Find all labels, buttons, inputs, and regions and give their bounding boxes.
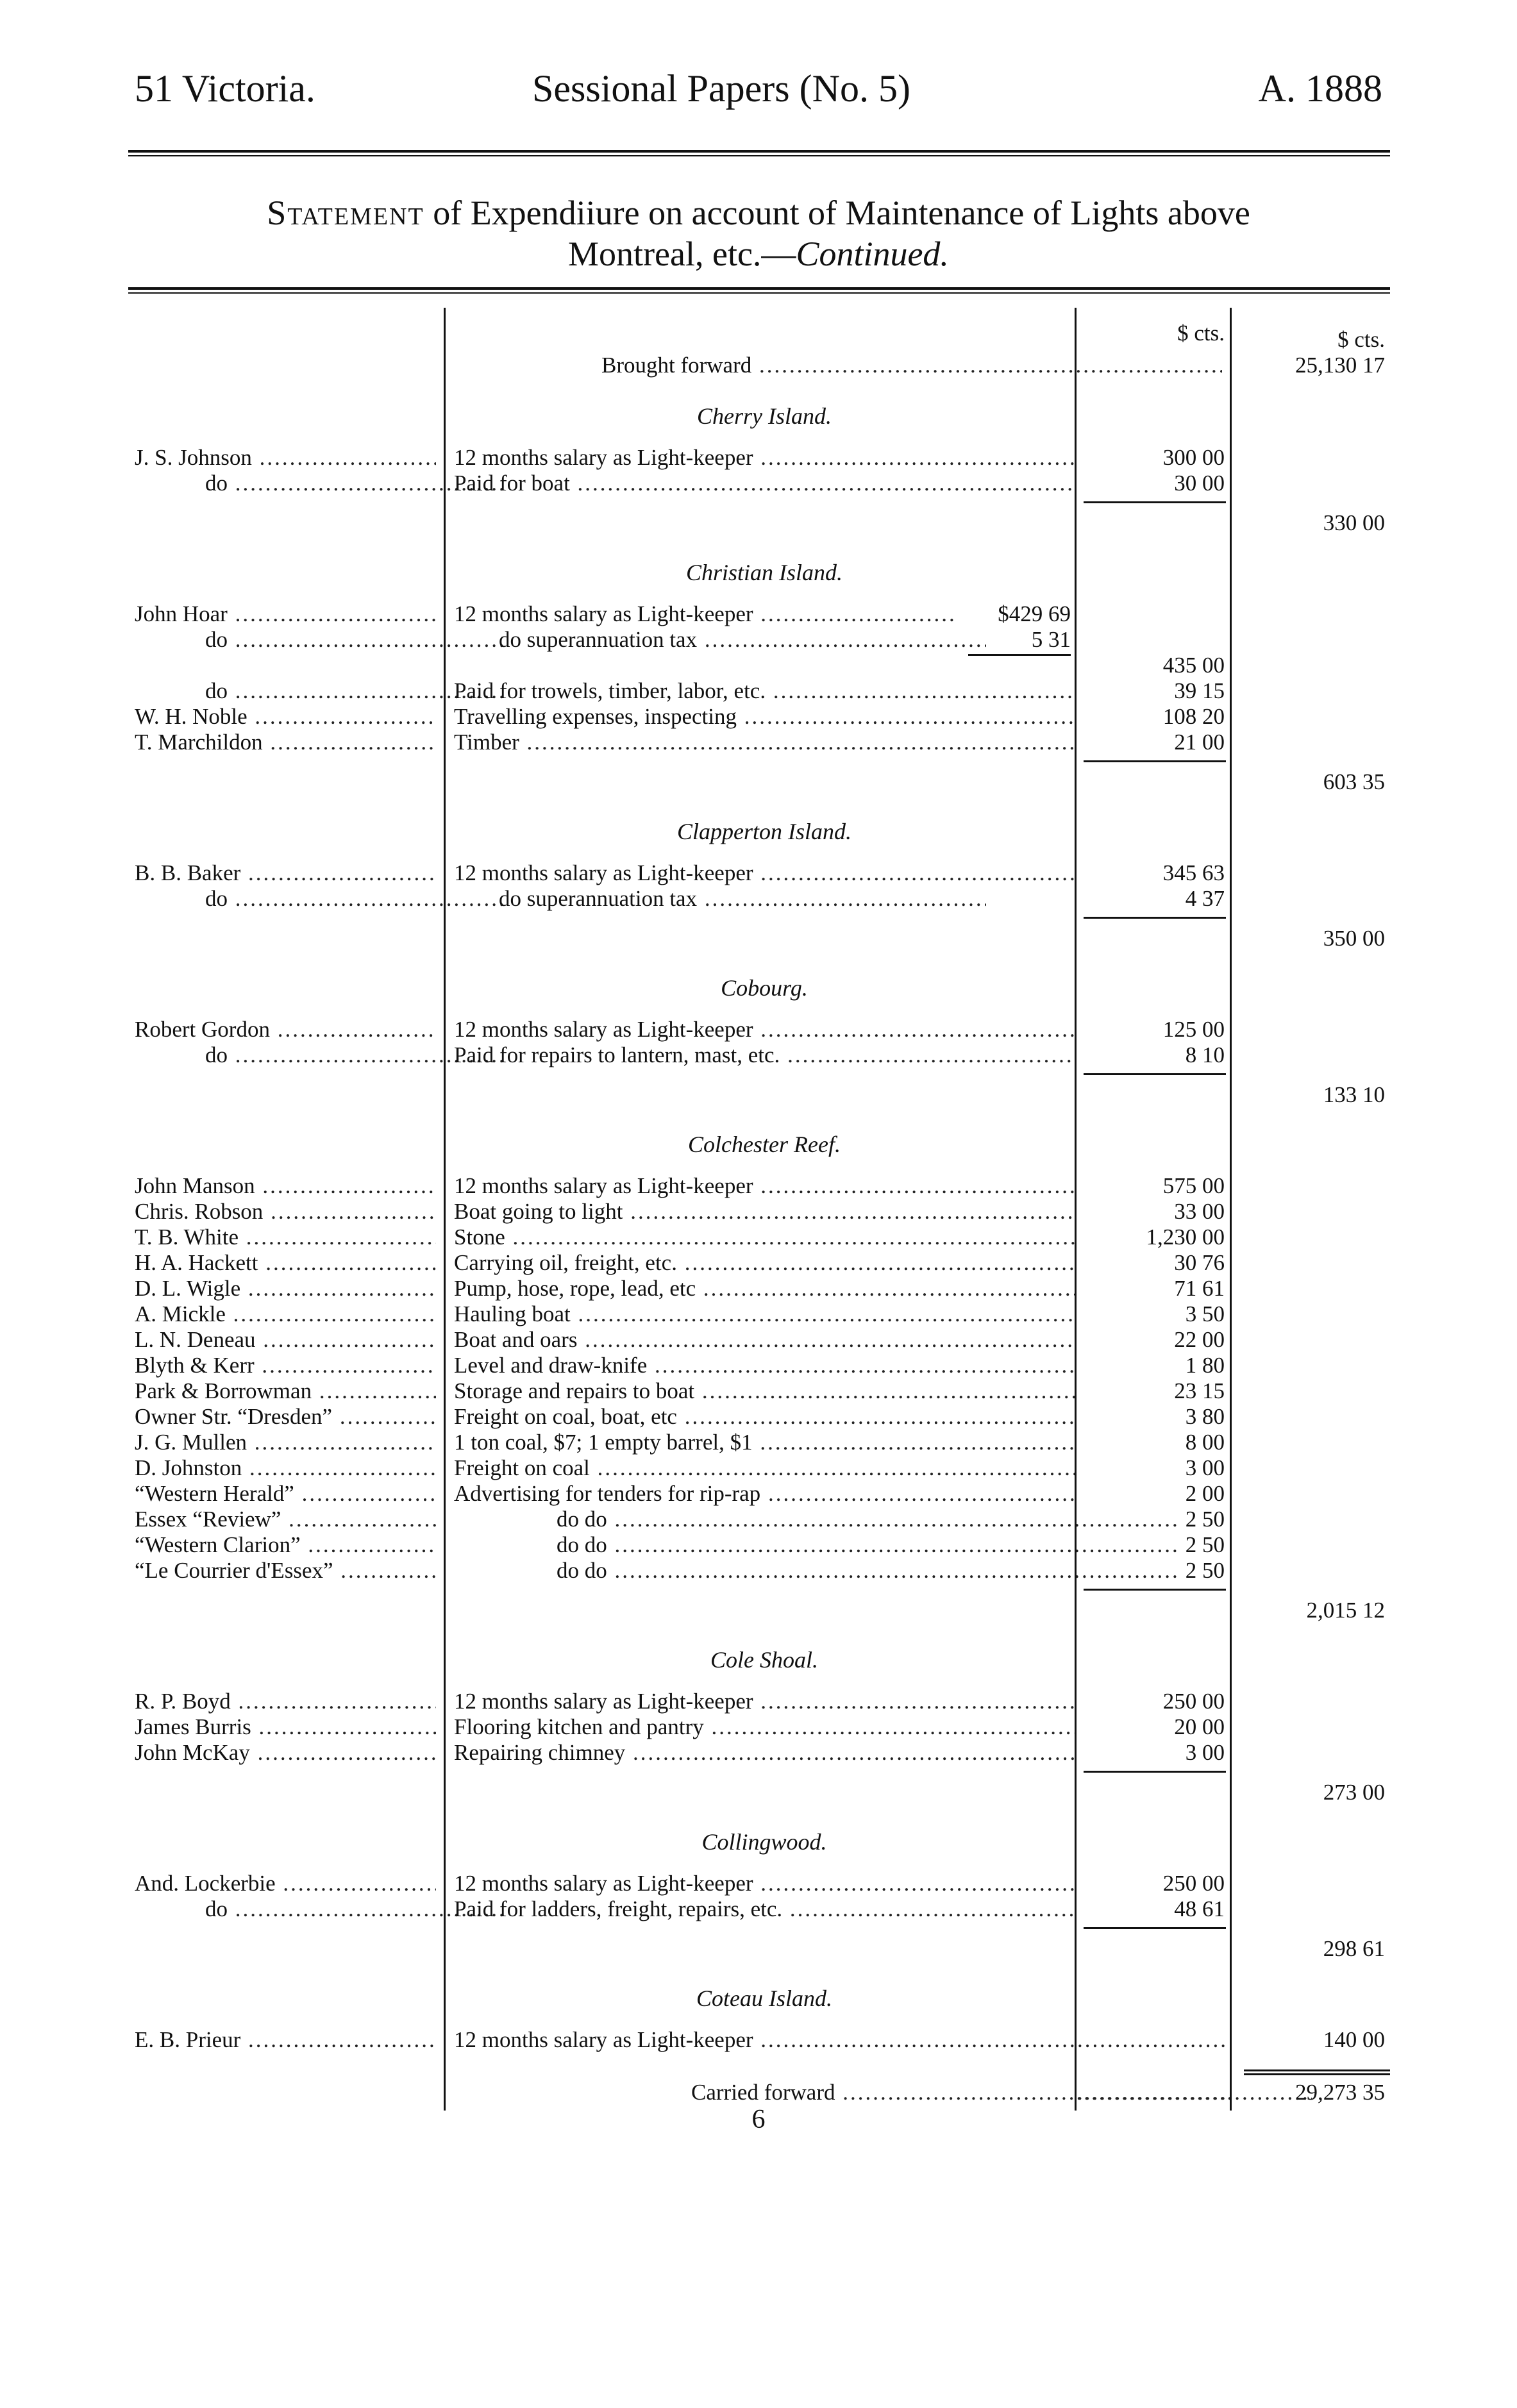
section-total: 2,015 12 bbox=[1306, 1598, 1385, 1623]
payee-name: John Manson ..... bbox=[135, 1173, 436, 1199]
item-amount: 22 00 bbox=[1174, 1327, 1225, 1352]
item-amount: 1 80 bbox=[1185, 1353, 1225, 1378]
item-description: 12 months salary as Light-keeper ..... bbox=[454, 1689, 1075, 1714]
item-amount: 71 61 bbox=[1174, 1276, 1225, 1301]
item-description: 12 months salary as Light-keeper ..... bbox=[454, 2027, 1075, 2053]
section-subtotal-rule bbox=[1084, 501, 1226, 503]
payee-name: do ..... bbox=[135, 471, 507, 496]
section-heading: Cole Shoal. bbox=[710, 1647, 818, 1673]
inner-amount: 5 31 bbox=[1031, 627, 1071, 652]
payee-name: Essex “Review” ..... bbox=[135, 1507, 436, 1532]
payee-name: R. P. Boyd ..... bbox=[135, 1689, 436, 1714]
payee-name: John McKay ..... bbox=[135, 1740, 436, 1766]
item-description: Timber ..... bbox=[454, 730, 1075, 755]
item-description: Paid for trowels, timber, labor, etc. ..... bbox=[454, 678, 1075, 704]
payee-name: T. B. White ..... bbox=[135, 1225, 436, 1250]
item-description: 12 months salary as Light-keeper ..... bbox=[454, 1871, 1075, 1896]
item-amount: 8 10 bbox=[1185, 1042, 1225, 1067]
item-amount: 2 00 bbox=[1185, 1481, 1225, 1506]
section-subtotal-rule bbox=[1084, 1073, 1226, 1075]
item-description: Paid for boat ..... bbox=[454, 471, 1075, 496]
payee-name: do ..... bbox=[135, 1042, 507, 1068]
section-total: 603 35 bbox=[1323, 769, 1385, 794]
item-amount: 300 00 bbox=[1162, 445, 1225, 470]
brought-forward-total: 25,130 17 bbox=[1295, 353, 1385, 378]
brought-forward-label: Brought forward ..... bbox=[454, 353, 1222, 378]
item-description: Paid for ladders, freight, repairs, etc. ..... bbox=[454, 1896, 1075, 1922]
item-description: do superannuation tax ..... bbox=[454, 886, 986, 912]
item-amount: 3 50 bbox=[1185, 1301, 1225, 1326]
statement-title bbox=[0, 192, 1517, 233]
item-description: 12 months salary as Light-keeper ..... bbox=[454, 601, 954, 627]
section-total: 330 00 bbox=[1323, 510, 1385, 535]
header-title: Sessional Papers (No. 5) bbox=[532, 67, 910, 110]
item-amount: 23 15 bbox=[1174, 1378, 1225, 1403]
payee-name: do ..... bbox=[135, 1896, 507, 1922]
item-description: do do ..... bbox=[454, 1558, 1177, 1584]
item-description: 12 months salary as Light-keeper ..... bbox=[454, 860, 1075, 886]
section-heading: Cobourg. bbox=[721, 975, 808, 1001]
payee-name: James Burris ..... bbox=[135, 1714, 436, 1740]
payee-name: Chris. Robson ..... bbox=[135, 1199, 436, 1225]
payee-name: B. B. Baker ..... bbox=[135, 860, 436, 886]
item-amount: 33 00 bbox=[1174, 1199, 1225, 1224]
section-heading: Cherry Island. bbox=[697, 403, 832, 429]
payee-name: Blyth & Kerr ..... bbox=[135, 1353, 436, 1378]
carried-forward-total: 29,273 35 bbox=[1295, 2080, 1385, 2105]
item-amount: 2 50 bbox=[1185, 1507, 1225, 1532]
item-description: Pump, hose, rope, lead, etc ..... bbox=[454, 1276, 1075, 1301]
item-description: Storage and repairs to boat ..... bbox=[454, 1378, 1075, 1404]
inner-amount: $429 69 bbox=[998, 601, 1071, 626]
item-amount: 250 00 bbox=[1162, 1871, 1225, 1896]
item-description: do do ..... bbox=[454, 1532, 1177, 1558]
payee-name: “Western Herald” ..... bbox=[135, 1481, 436, 1507]
item-amount: 20 00 bbox=[1174, 1714, 1225, 1739]
total-column-header: $ cts. bbox=[1337, 327, 1385, 352]
amount-column-header: $ cts. bbox=[1177, 321, 1225, 346]
item-description: Repairing chimney ..... bbox=[454, 1740, 1075, 1766]
item-amount: 30 00 bbox=[1174, 471, 1225, 496]
item-amount: 2 50 bbox=[1185, 1558, 1225, 1583]
header-session: 51 Victoria. bbox=[135, 67, 315, 110]
item-description: Freight on coal ..... bbox=[454, 1455, 1075, 1481]
title-rest-1: of Expendiiure on account of Maintenance of Lights above bbox=[424, 194, 1250, 232]
item-description: Boat going to light ..... bbox=[454, 1199, 1075, 1225]
item-description: 12 months salary as Light-keeper ..... bbox=[454, 1017, 1075, 1042]
header-year: A. 1888 bbox=[1258, 67, 1382, 110]
section-total: 350 00 bbox=[1323, 926, 1385, 951]
item-amount: 3 00 bbox=[1185, 1740, 1225, 1765]
carried-forward-rule-double bbox=[1244, 2073, 1390, 2075]
payee-name: J. S. Johnson ..... bbox=[135, 445, 436, 471]
section-subtotal-rule bbox=[1084, 760, 1226, 762]
inner-subtotal-rule bbox=[968, 654, 1071, 656]
item-description: 12 months salary as Light-keeper ..... bbox=[454, 1173, 1075, 1199]
item-amount: 4 37 bbox=[1185, 886, 1225, 911]
item-amount: 345 63 bbox=[1162, 860, 1225, 885]
title-rule bbox=[128, 287, 1390, 290]
name-column-divider bbox=[444, 308, 446, 2111]
section-total: 298 61 bbox=[1323, 1936, 1385, 1961]
item-amount: 575 00 bbox=[1162, 1173, 1225, 1198]
item-amount: 125 00 bbox=[1162, 1017, 1225, 1042]
section-subtotal-rule bbox=[1084, 1927, 1226, 1929]
payee-name: E. B. Prieur ..... bbox=[135, 2027, 436, 2053]
payee-name: H. A. Hackett ..... bbox=[135, 1250, 436, 1276]
item-description: Flooring kitchen and pantry ..... bbox=[454, 1714, 1075, 1740]
payee-name: do ..... bbox=[135, 627, 507, 653]
amount-column-divider-left bbox=[1075, 308, 1077, 2111]
payee-name: And. Lockerbie ..... bbox=[135, 1871, 436, 1896]
section-subtotal-rule bbox=[1084, 1771, 1226, 1773]
header-rule-thin bbox=[128, 155, 1390, 156]
item-description: Freight on coal, boat, etc ..... bbox=[454, 1404, 1075, 1430]
payee-name: W. H. Noble ..... bbox=[135, 704, 436, 730]
item-description: Carrying oil, freight, etc. ..... bbox=[454, 1250, 1075, 1276]
item-description: Paid for repairs to lantern, mast, etc. ..... bbox=[454, 1042, 1075, 1068]
section-subtotal-rule bbox=[1084, 1589, 1226, 1591]
item-amount: 108 20 bbox=[1162, 704, 1225, 729]
item-amount: 48 61 bbox=[1174, 1896, 1225, 1921]
section-total: 133 10 bbox=[1323, 1082, 1385, 1107]
empty-amount-leader bbox=[1077, 2027, 1225, 2053]
payee-name: do ..... bbox=[135, 678, 507, 704]
section-subtotal-rule bbox=[1084, 917, 1226, 919]
item-description: Advertising for tenders for rip-rap ..... bbox=[454, 1481, 1075, 1507]
section-heading: Collingwood. bbox=[701, 1829, 827, 1855]
item-amount: 39 15 bbox=[1174, 678, 1225, 703]
header-rule bbox=[128, 150, 1390, 153]
item-amount: 435 00 bbox=[1162, 653, 1225, 678]
title-lead: Statement bbox=[267, 194, 424, 232]
carried-forward-leader bbox=[1077, 2080, 1225, 2105]
item-amount: 1,230 00 bbox=[1146, 1225, 1225, 1250]
payee-name: L. N. Deneau ..... bbox=[135, 1327, 436, 1353]
item-amount: 8 00 bbox=[1185, 1430, 1225, 1455]
payee-name: “Western Clarion” ..... bbox=[135, 1532, 436, 1558]
carried-forward-label: Carried forward ..... bbox=[454, 2080, 1312, 2105]
item-description: Travelling expenses, inspecting ..... bbox=[454, 704, 1075, 730]
payee-name: D. Johnston ..... bbox=[135, 1455, 436, 1481]
statement-title-line-2 bbox=[0, 233, 1517, 274]
payee-name: Owner Str. “Dresden” ..... bbox=[135, 1404, 436, 1430]
title-rule-thin bbox=[128, 292, 1390, 294]
payee-name: Park & Borrowman ..... bbox=[135, 1378, 436, 1404]
payee-name: “Le Courrier d'Essex” ..... bbox=[135, 1558, 436, 1584]
payee-name: A. Mickle ..... bbox=[135, 1301, 436, 1327]
item-amount: 3 80 bbox=[1185, 1404, 1225, 1429]
section-heading: Christian Island. bbox=[685, 560, 843, 585]
section-heading: Coteau Island. bbox=[696, 1986, 832, 2011]
item-description: do do ..... bbox=[454, 1507, 1177, 1532]
item-description: Stone ..... bbox=[454, 1225, 1075, 1250]
payee-name: do ..... bbox=[135, 886, 507, 912]
item-description: 12 months salary as Light-keeper ..... bbox=[454, 445, 1075, 471]
section-total: 273 00 bbox=[1323, 1780, 1385, 1805]
item-amount: 2 50 bbox=[1185, 1532, 1225, 1557]
item-amount: 21 00 bbox=[1174, 730, 1225, 755]
carried-forward-rule bbox=[1244, 2069, 1390, 2071]
amount-column-divider-right bbox=[1230, 308, 1232, 2111]
item-description: 1 ton coal, $7; 1 empty barrel, $1 ..... bbox=[454, 1430, 1075, 1455]
payee-name: D. L. Wigle ..... bbox=[135, 1276, 436, 1301]
item-description: Level and draw-knife ..... bbox=[454, 1353, 1075, 1378]
item-amount: 30 76 bbox=[1174, 1250, 1225, 1275]
payee-name: T. Marchildon ..... bbox=[135, 730, 436, 755]
title-rest-2: Montreal, etc.— bbox=[568, 235, 796, 273]
section-heading: Clapperton Island. bbox=[676, 819, 851, 844]
item-amount: 250 00 bbox=[1162, 1689, 1225, 1714]
item-description: do superannuation tax ..... bbox=[454, 627, 986, 653]
item-amount: 3 00 bbox=[1185, 1455, 1225, 1480]
payee-name: J. G. Mullen ..... bbox=[135, 1430, 436, 1455]
section-total: 140 00 bbox=[1323, 2027, 1385, 2052]
title-continued: Continued. bbox=[796, 235, 949, 273]
item-description: Boat and oars ..... bbox=[454, 1327, 1075, 1353]
payee-name: John Hoar ..... bbox=[135, 601, 436, 627]
item-description: Hauling boat ..... bbox=[454, 1301, 1075, 1327]
section-heading: Colchester Reef. bbox=[688, 1132, 841, 1157]
page-number: 6 bbox=[751, 2105, 766, 2134]
payee-name: Robert Gordon ..... bbox=[135, 1017, 436, 1042]
